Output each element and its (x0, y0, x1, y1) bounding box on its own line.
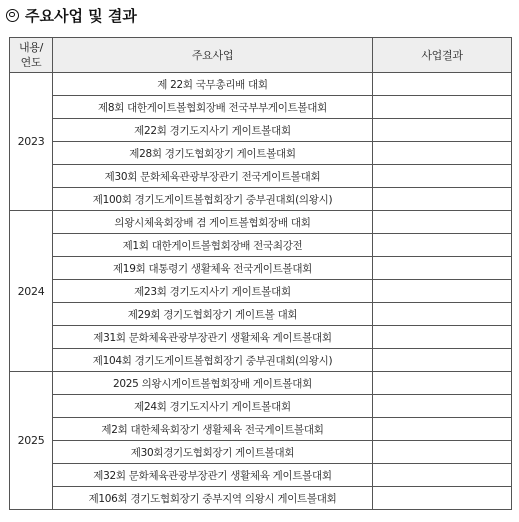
result-cell (373, 142, 512, 165)
year-cell: 2024 (10, 211, 53, 372)
event-cell: 제32회 문화체육관광부장관기 생활체육 게이트볼대회 (53, 464, 373, 487)
header-year-line1: 내용/ (18, 41, 44, 54)
section-heading (6, 4, 137, 26)
table-row (10, 142, 512, 165)
event-cell: 제23회 경기도지사기 게이트볼대회 (53, 280, 373, 303)
header-result: 사업결과 (373, 38, 512, 73)
event-cell: 제106회 경기도협회장기 중부지역 의왕시 게이트볼대회 (53, 487, 373, 510)
table-row (10, 211, 512, 234)
event-cell: 제104회 경기도게이트볼협회장기 중부권대회(의왕시) (53, 349, 373, 372)
result-cell (373, 211, 512, 234)
result-cell (373, 349, 512, 372)
header-events: 주요사업 (53, 38, 373, 73)
result-cell (373, 119, 512, 142)
table-row (10, 119, 512, 142)
table-row (10, 257, 512, 280)
header-year (10, 38, 53, 73)
event-cell: 제19회 대통령기 생활체육 전국게이트볼대회 (53, 257, 373, 280)
header-year-line2: 연도 (20, 56, 42, 69)
year-cell: 2025 (10, 372, 53, 510)
event-cell: 제2회 대한체육회장기 생활체육 전국게이트볼대회 (53, 418, 373, 441)
year-cell: 2023 (10, 73, 53, 211)
result-cell (373, 303, 512, 326)
double-circle-icon (6, 9, 19, 22)
table-row (10, 326, 512, 349)
table-row (10, 165, 512, 188)
event-cell: 제30회경기도협회장기 게이트볼대회 (53, 441, 373, 464)
table-row (10, 418, 512, 441)
table-row (10, 464, 512, 487)
table-header-row (10, 38, 512, 73)
result-cell (373, 372, 512, 395)
table-body (10, 73, 512, 510)
event-cell: 제1회 대한게이트볼협회장배 전국최강전 (53, 234, 373, 257)
event-cell: 제30회 문화체육관광부장관기 전국게이트볼대회 (53, 165, 373, 188)
result-cell (373, 257, 512, 280)
event-cell: 제22회 경기도지사기 게이트볼대회 (53, 119, 373, 142)
section-title: 주요사업 및 결과 (25, 6, 137, 25)
table-row (10, 487, 512, 510)
result-cell (373, 234, 512, 257)
table-row (10, 372, 512, 395)
table-row (10, 96, 512, 119)
event-cell: 제 22회 국무총리배 대회 (53, 73, 373, 96)
table-row (10, 303, 512, 326)
table-row (10, 188, 512, 211)
table-row (10, 349, 512, 372)
result-cell (373, 73, 512, 96)
result-cell (373, 441, 512, 464)
result-cell (373, 326, 512, 349)
event-cell: 의왕시체육회장배 겸 게이트볼협회장배 대회 (53, 211, 373, 234)
result-cell (373, 464, 512, 487)
result-cell (373, 487, 512, 510)
table-row (10, 441, 512, 464)
result-cell (373, 96, 512, 119)
result-cell (373, 395, 512, 418)
result-cell (373, 188, 512, 211)
event-cell: 제29회 경기도협회장기 게이트볼 대회 (53, 303, 373, 326)
table-row (10, 395, 512, 418)
table-row (10, 234, 512, 257)
event-cell: 제31회 문화체육관광부장관기 생활체육 게이트볼대회 (53, 326, 373, 349)
table-row (10, 73, 512, 96)
event-cell: 제24회 경기도지사기 게이트볼대회 (53, 395, 373, 418)
event-cell: 2025 의왕시게이트볼협회장배 게이트볼대회 (53, 372, 373, 395)
event-cell: 제8회 대한게이트볼협회장배 전국부부게이트볼대회 (53, 96, 373, 119)
events-table (9, 37, 512, 510)
result-cell (373, 418, 512, 441)
result-cell (373, 280, 512, 303)
result-cell (373, 165, 512, 188)
event-cell: 제100회 경기도게이트볼협회장기 중부권대회(의왕시) (53, 188, 373, 211)
table-row (10, 280, 512, 303)
event-cell: 제28회 경기도협회장기 게이트볼대회 (53, 142, 373, 165)
